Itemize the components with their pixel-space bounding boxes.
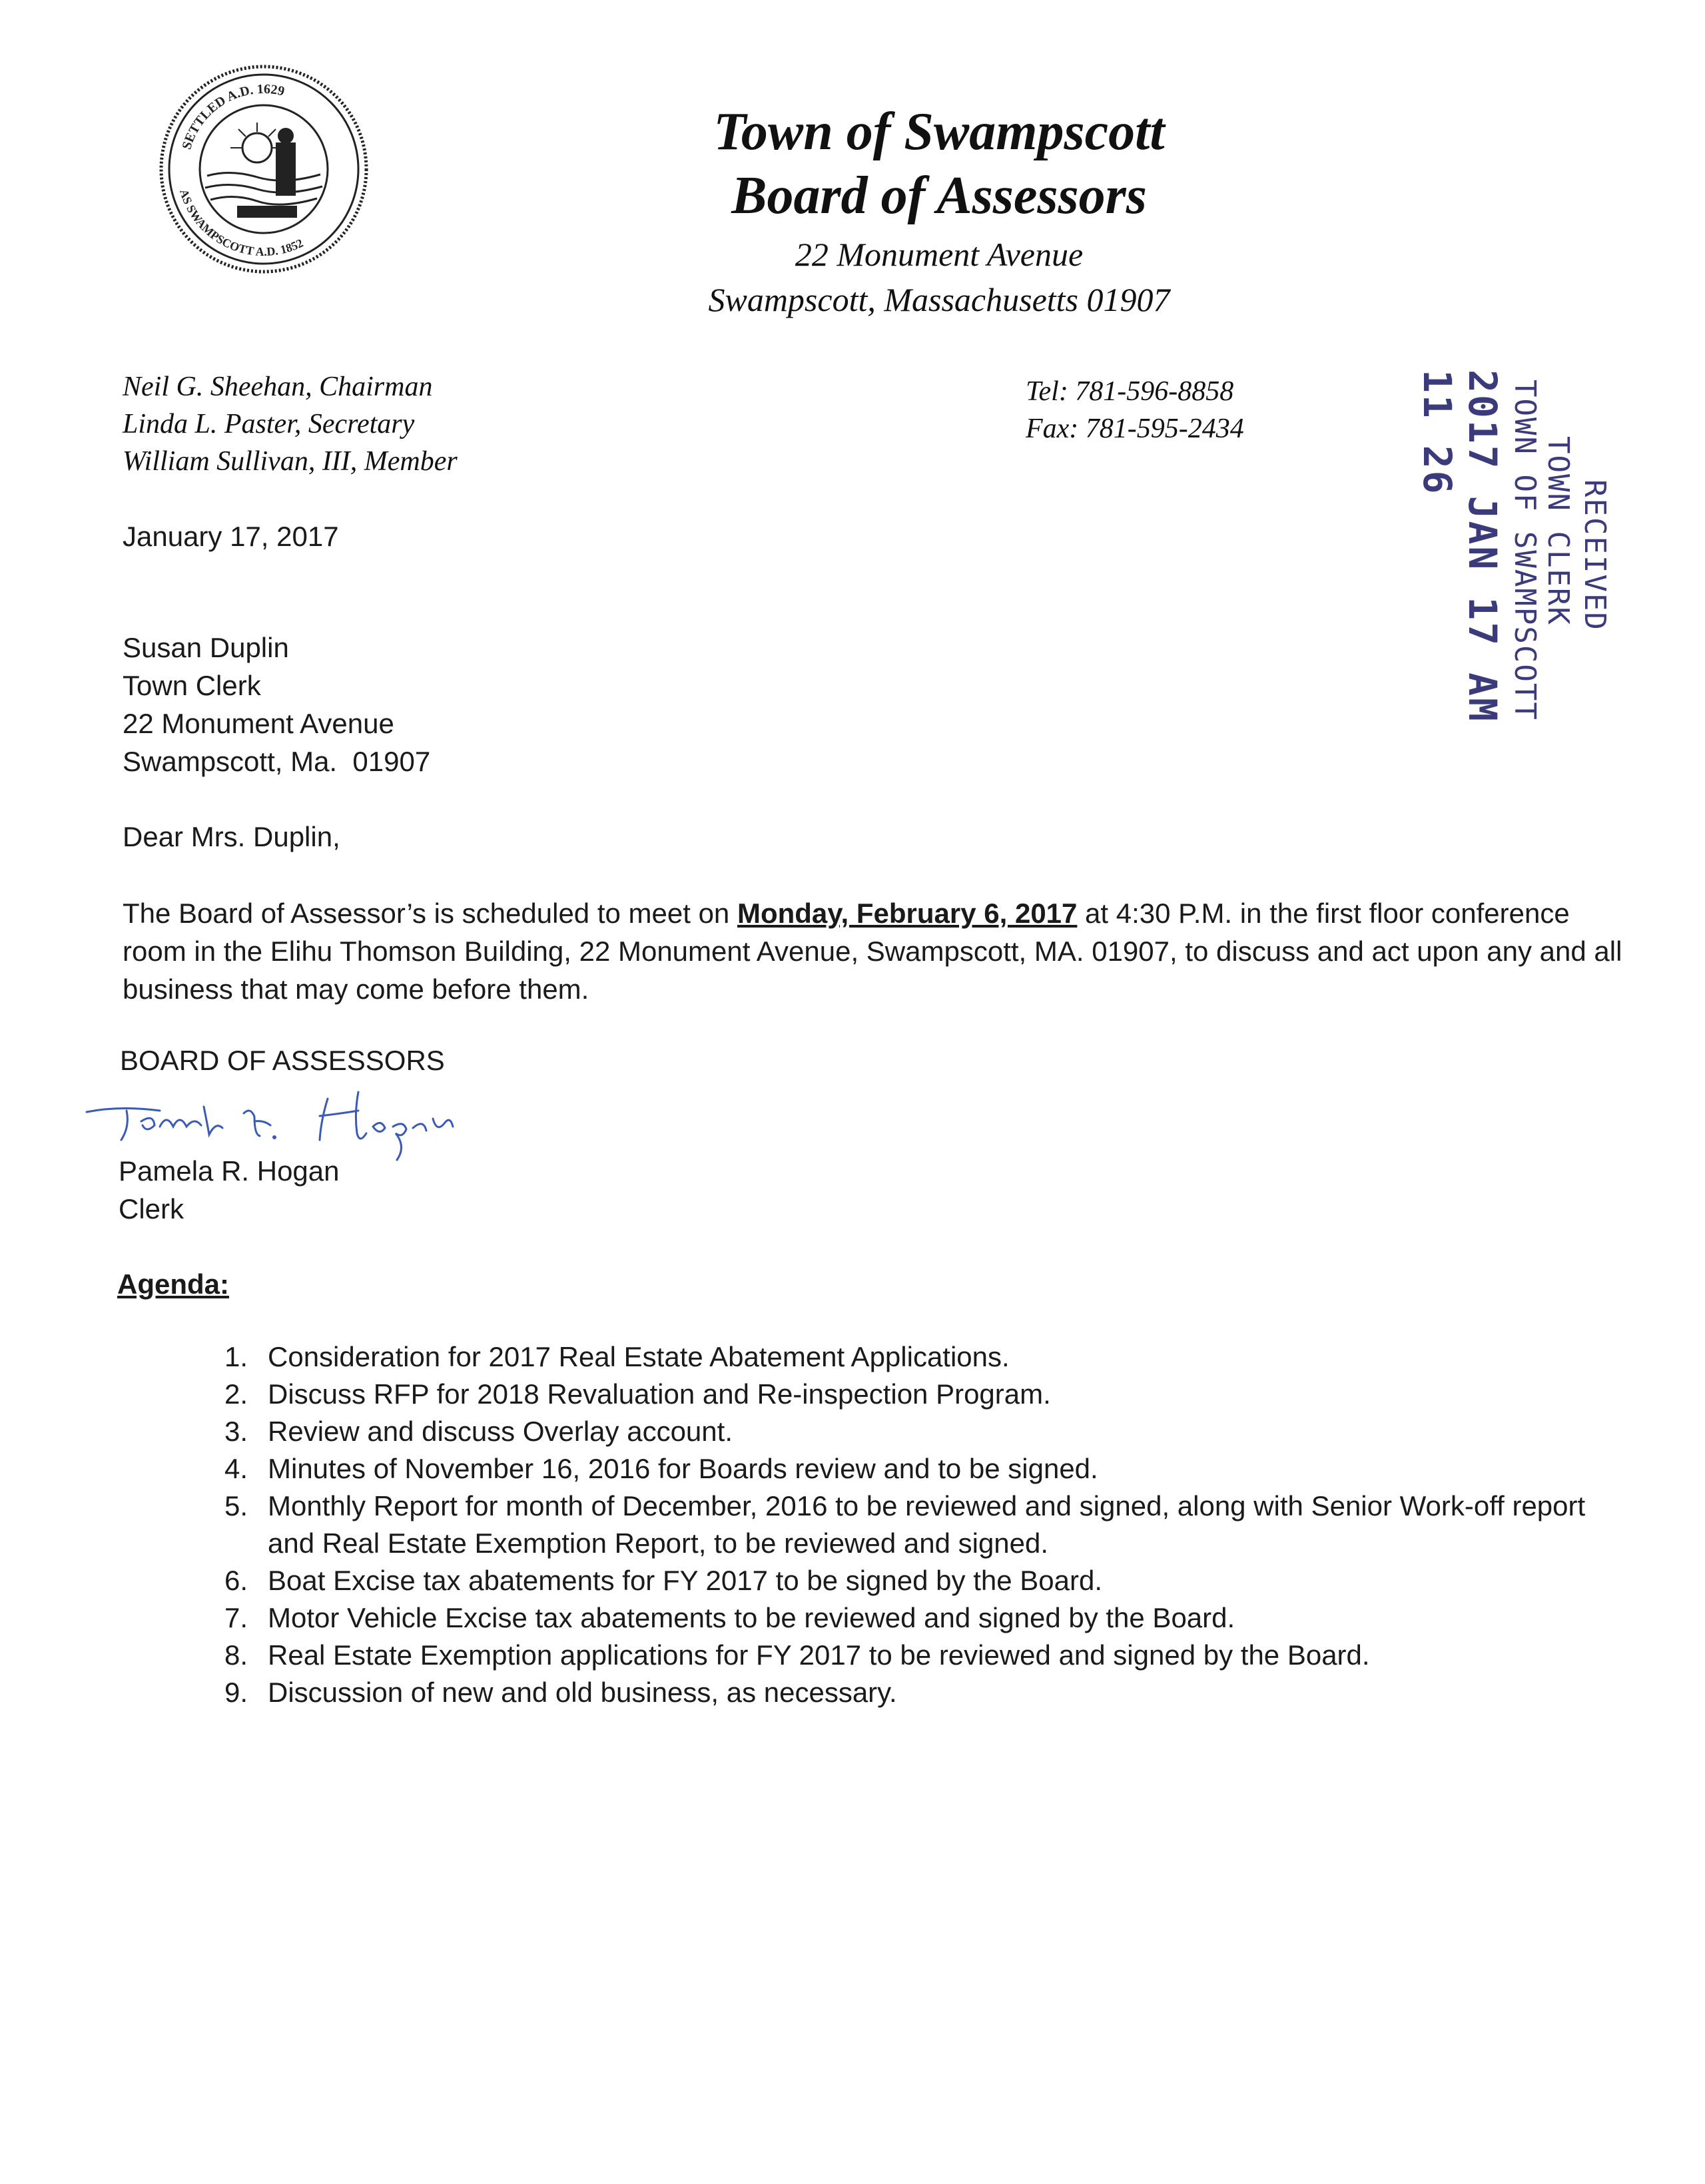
agenda-list	[200, 1338, 1638, 1711]
agenda-item-text: Discussion of new and old business, as necessary.	[268, 1677, 897, 1708]
agenda-item	[200, 1450, 1638, 1488]
letterhead-address-street: 22 Monument Avenue	[795, 236, 1084, 273]
meeting-date-highlight: Monday, February 6, 2017	[737, 898, 1078, 929]
paragraph-text-before: The Board of Assessor’s is scheduled to meet on	[123, 898, 737, 929]
fax-number: Fax: 781-595-2434	[1026, 413, 1244, 444]
agenda-item-text: Discuss RFP for 2018 Revaluation and Re-inspection Program.	[268, 1378, 1051, 1410]
letter-date: January 17, 2017	[123, 521, 339, 552]
letterhead	[466, 100, 1412, 322]
agenda-item	[200, 1376, 1638, 1413]
agenda-item-text: Motor Vehicle Excise tax abatements to be reviewed and signed by the Board.	[268, 1602, 1235, 1633]
agenda-item	[200, 1413, 1638, 1450]
received-stamp	[1415, 363, 1612, 736]
addressee-name: Susan Duplin	[123, 632, 289, 663]
stamp-received: RECEIVED	[1578, 479, 1612, 631]
agenda-item	[200, 1674, 1638, 1711]
agenda-heading: Agenda:	[117, 1268, 229, 1300]
addressee-title: Town Clerk	[123, 670, 261, 701]
agenda-item	[200, 1562, 1638, 1599]
addressee-city: Swampscott, Ma. 01907	[123, 746, 431, 777]
agenda-item	[200, 1599, 1638, 1637]
seal-fisherman-scene	[205, 123, 322, 218]
stamp-datetime: 2017 JAN 17 AM 11 26	[1415, 370, 1505, 723]
paragraph-text-after: at 4:30 P.M. in the first floor conference room in the Elihu Thomson Building, 22 Monument Avenue, Swampscott, MA. 01907, to discuss and act upon any and all business that may come before them.	[123, 898, 1622, 1005]
seal-top-text: SETTLED A.D. 1629	[179, 81, 286, 152]
agenda-item-text: Boat Excise tax abatements for FY 2017 to be signed by the Board.	[268, 1565, 1102, 1596]
stamp-town-name: TOWN OF SWAMPSCOTT	[1508, 380, 1542, 721]
agenda-item-number: 7.	[224, 1602, 248, 1633]
signer-name: Pamela R. Hogan	[119, 1155, 340, 1187]
seal-bottom-text: AS SWAMPSCOTT A.D. 1852	[177, 187, 306, 259]
addressee-block	[123, 629, 430, 780]
letterhead-title-board: Board of Assessors	[731, 166, 1147, 225]
agenda-item-number: 6.	[224, 1565, 248, 1596]
agenda-item-number: 9.	[224, 1677, 248, 1708]
signer-block	[119, 1152, 340, 1228]
signer-title: Clerk	[119, 1193, 184, 1225]
addressee-street: 22 Monument Avenue	[123, 708, 394, 739]
agenda-item-text: Review and discuss Overlay account.	[268, 1416, 733, 1447]
agenda-item-number: 3.	[224, 1416, 248, 1447]
agenda-item	[200, 1338, 1638, 1376]
meeting-notice-paragraph	[123, 894, 1634, 1008]
town-seal-logo	[157, 63, 370, 276]
letterhead-title-town: Town of Swampscott	[713, 103, 1165, 161]
agenda-item-text: Real Estate Exemption applications for FY 2017 to be reviewed and signed by the Board.	[268, 1639, 1370, 1671]
agenda-item-text: Minutes of November 16, 2016 for Boards review and to be signed.	[268, 1453, 1098, 1484]
member-member: William Sullivan, III, Member	[123, 446, 458, 477]
member-secretary: Linda L. Paster, Secretary	[123, 409, 415, 439]
agenda-item	[200, 1637, 1638, 1674]
board-label: BOARD OF ASSESSORS	[120, 1045, 445, 1076]
agenda-item-number: 2.	[224, 1378, 248, 1410]
agenda-item	[200, 1488, 1638, 1562]
agenda-item-number: 1.	[224, 1341, 248, 1372]
agenda-item-number: 8.	[224, 1639, 248, 1671]
member-chairman: Neil G. Sheehan, Chairman	[123, 372, 433, 402]
board-members-list	[123, 368, 458, 480]
telephone-number: Tel: 781-596-8858	[1026, 376, 1234, 407]
contact-info	[1026, 373, 1244, 447]
agenda-item-number: 5.	[224, 1490, 248, 1521]
letterhead-address-city: Swampscott, Massachusetts 01907	[708, 281, 1170, 318]
salutation: Dear Mrs. Duplin,	[123, 821, 340, 852]
agenda-item-text: Consideration for 2017 Real Estate Abatement Applications.	[268, 1341, 1010, 1372]
agenda-item-number: 4.	[224, 1453, 248, 1484]
stamp-town-clerk: TOWN CLERK	[1541, 436, 1575, 626]
agenda-item-text: Monthly Report for month of December, 2016 to be reviewed and signed, along with Senior Work-off report and Real Estate Exemption Report, to be reviewed and signed.	[268, 1490, 1586, 1559]
